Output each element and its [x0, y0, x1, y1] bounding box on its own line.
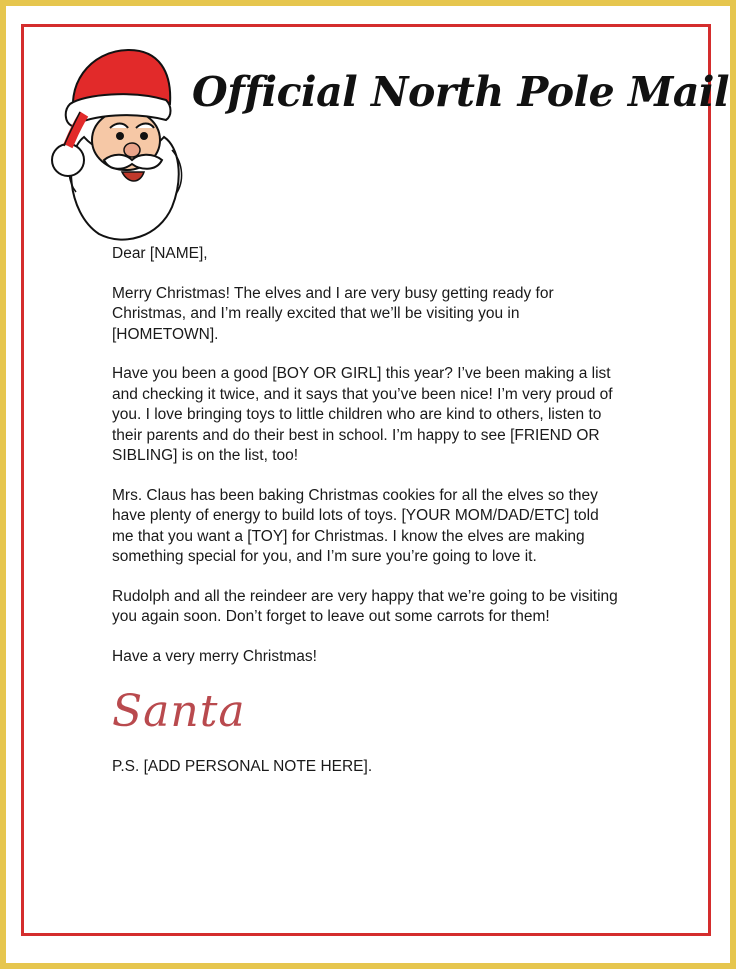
letter-closing: Have a very merry Christmas! [112, 647, 317, 665]
letter-paragraph: Rudolph and all the reindeer are very happy that we’re going to be visiting you again soon. Don’t forget to leave out some carrots for them! [112, 587, 618, 625]
letter-body [112, 244, 624, 797]
letter-paragraph: Have you been a good [BOY OR GIRL] this year? I’ve been making a list and checking it twice, and it says that you’ve been nice! I’m very proud of you. I love bringing toys to little children who are kind to others, listen to their parents and do their best in school. I’m happy to see [FRIEND OR SIBLING] is on the list, too! [112, 365, 613, 464]
letter-paragraph: Merry Christmas! The elves and I are very busy getting ready for Christmas, and I’m really excited that we’ll be visiting you in [HOMETOWN]. [112, 284, 554, 343]
postscript: P.S. [ADD PERSONAL NOTE HERE]. [112, 758, 373, 775]
page-title: Official North Pole Mail [192, 68, 730, 116]
santa-face-icon [44, 42, 194, 242]
signature: Santa [112, 686, 246, 737]
letter-paragraph: Mrs. Claus has been baking Christmas cookies for all the elves so they have plenty of energy to build lots of toys. [YOUR MOM/DAD/ETC] told me that you want a [TOY] for Christmas. I know the elves are making something special for you, and I’m sure you’re going to love it. [112, 486, 599, 565]
letter-greeting: Dear [NAME], [112, 245, 208, 262]
letter-page [6, 6, 730, 963]
